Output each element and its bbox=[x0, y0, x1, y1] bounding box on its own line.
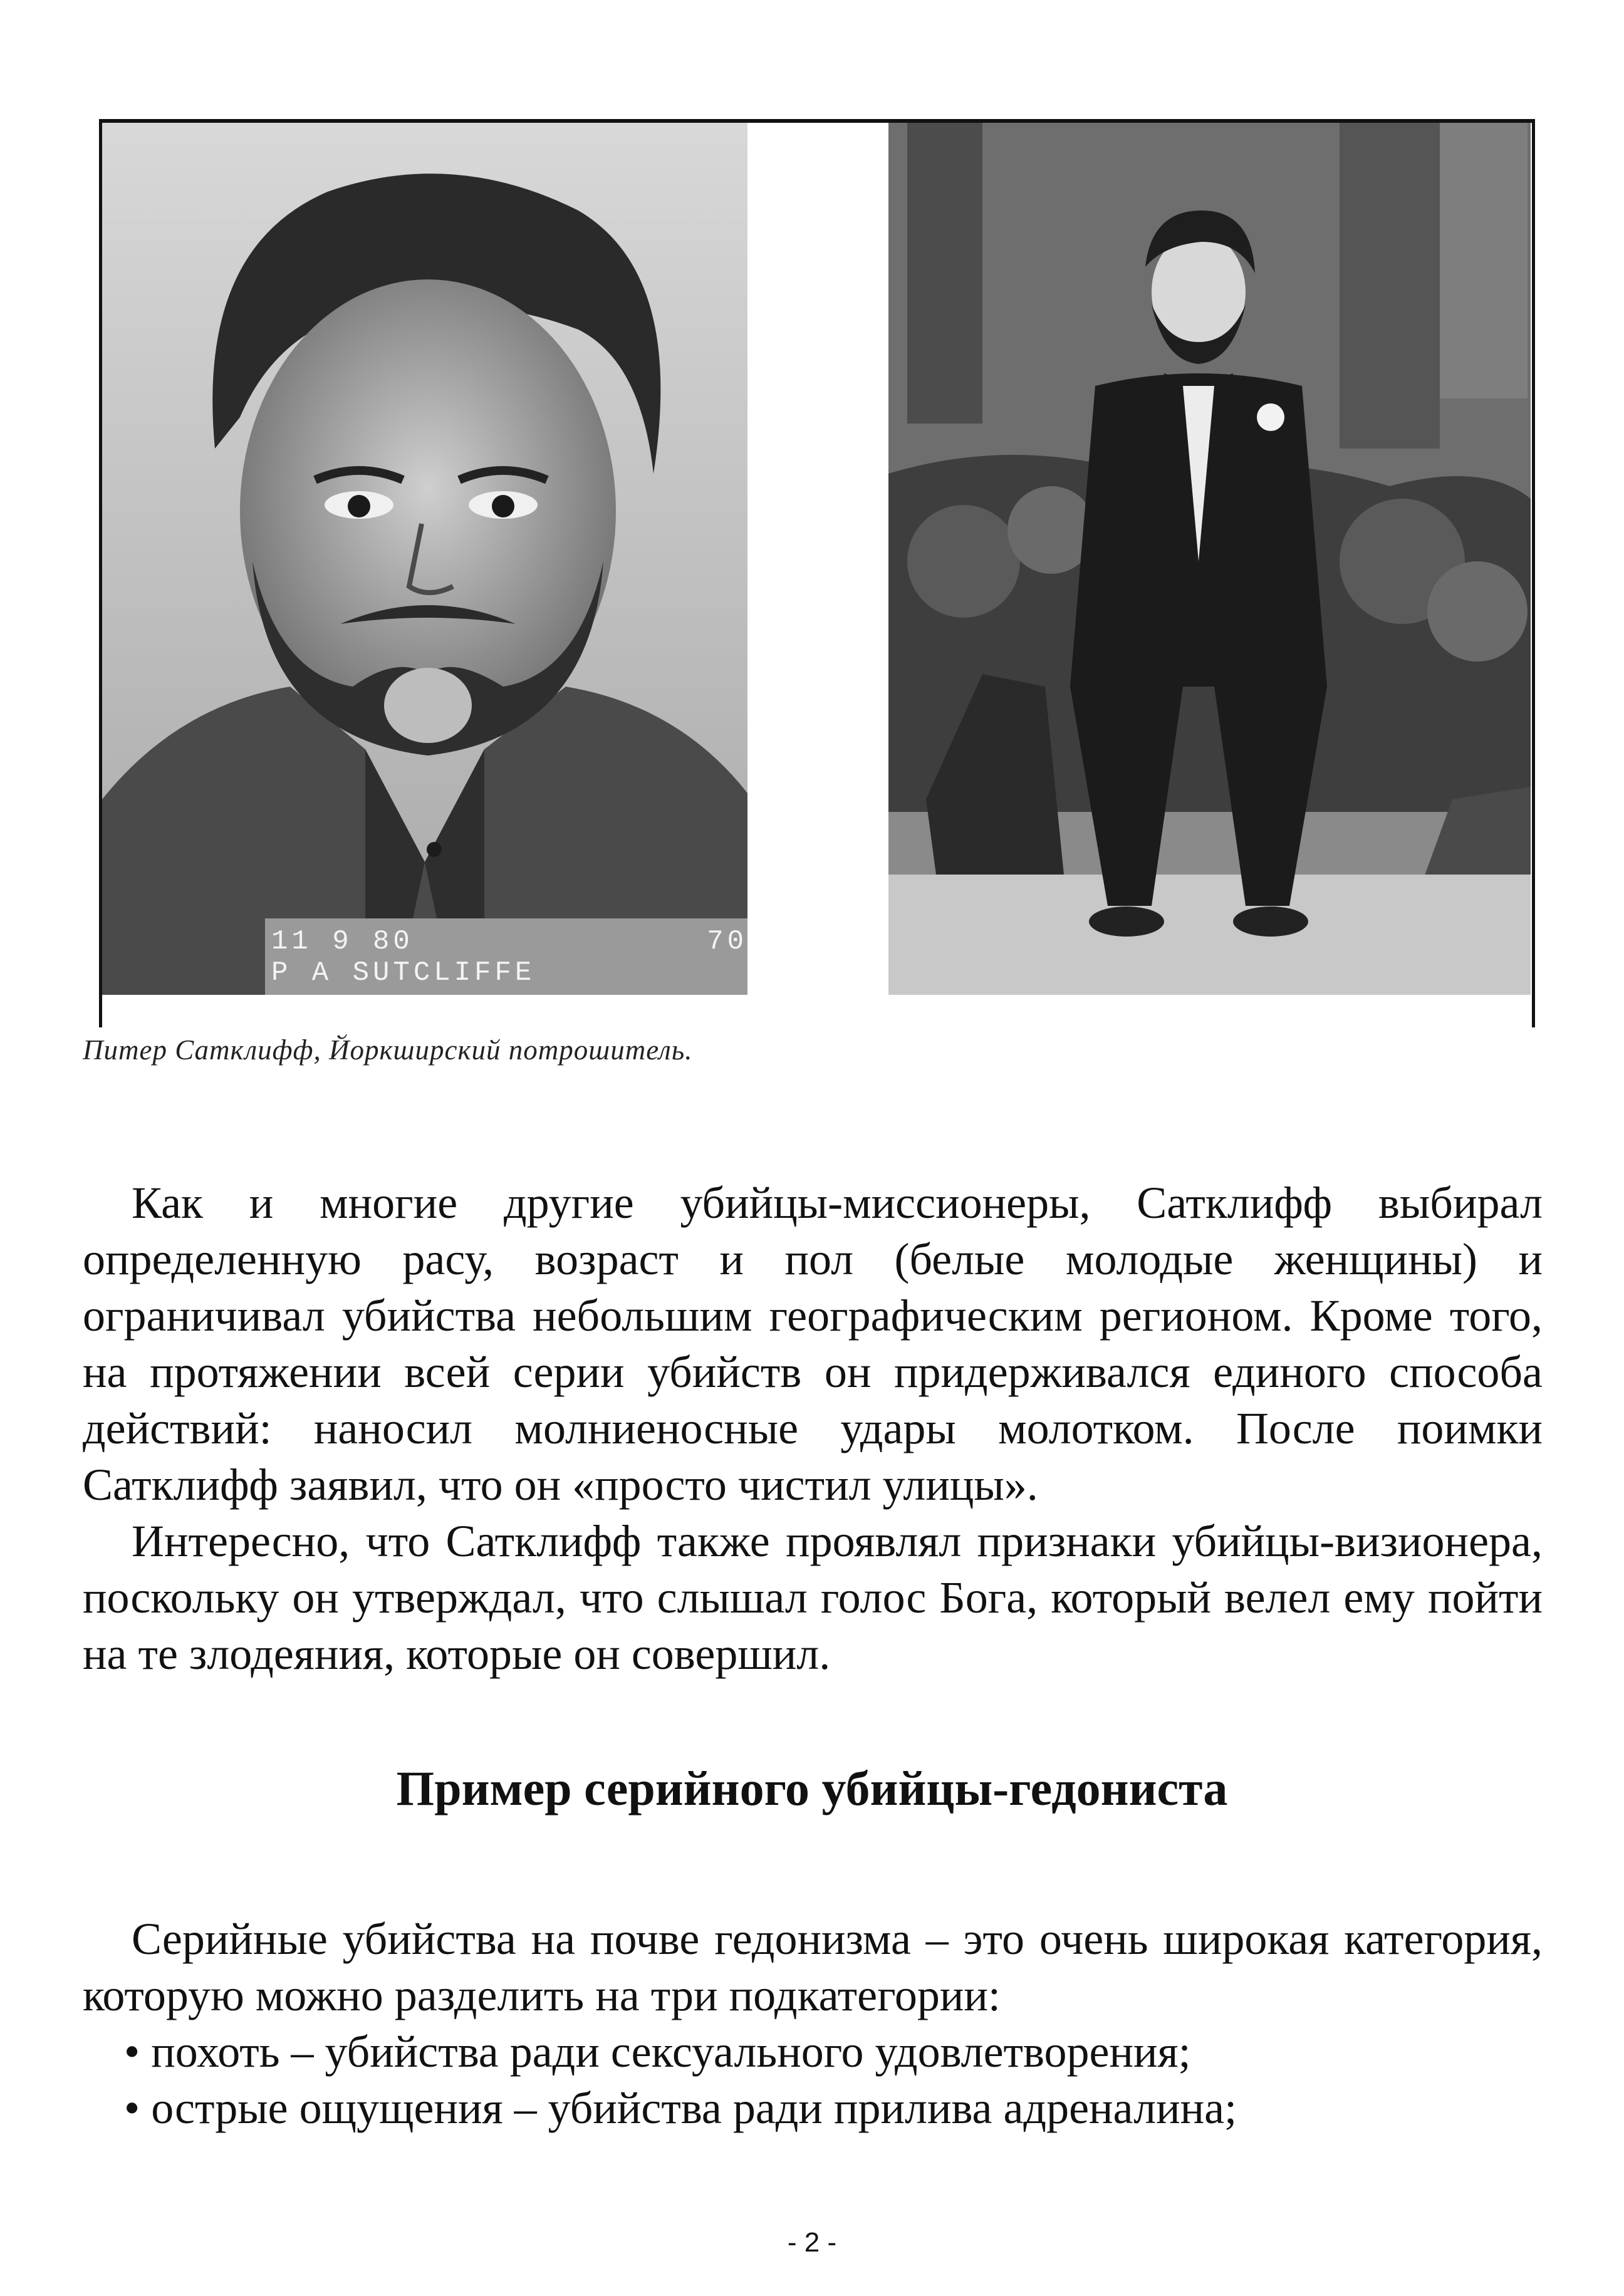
figure-right-rule bbox=[1532, 119, 1535, 1027]
page-number: - 2 - bbox=[787, 2227, 837, 2258]
section-heading: Пример серийного убийцы-гедониста bbox=[396, 1761, 1228, 1816]
plate-line-2: P A SUTCLIFFE bbox=[271, 957, 536, 989]
plate-line-1-right: 70 bbox=[707, 926, 747, 957]
portrait-illustration bbox=[888, 123, 1531, 995]
plate-line-1: 11 9 80 bbox=[271, 926, 414, 957]
paragraph-3: Серийные убийства на почве гедонизма – это очень широкая категория, которую можно разделить на три подкатегории: bbox=[83, 1914, 1543, 2020]
photo-caption: Питер Сатклифф, Йоркширский потрошитель. bbox=[83, 1034, 693, 1066]
list-item: • похоть – убийства ради сексуального удовлетворения; bbox=[124, 2027, 1191, 2077]
paragraph-2: Интересно, что Сатклифф также проявлял признаки убийцы-визионера, поскольку он утверждал, что слышал голос Бога, который велел ему пойти на те злодеяния, которые он совершил. bbox=[83, 1516, 1543, 1679]
photo-figure bbox=[99, 119, 1535, 1027]
paragraph-1: Как и многие другие убийцы-миссионеры, Сатклифф выбирал определенную расу, возраст и пол (белые молодые женщины) и ограничивал убийства небольшим географическим регионом. Кроме того, на протяжении всей серии убийств он придерживался единого способа действий: наносил молниеносные удары молотком. После поимки Сатклифф заявил, что он «просто чистил улицы». bbox=[83, 1178, 1543, 1510]
portrait-photo bbox=[888, 123, 1531, 995]
mugshot-photo bbox=[102, 123, 747, 995]
list-item: • острые ощущения – убийства ради прилива адреналина; bbox=[124, 2083, 1237, 2133]
mugshot-illustration bbox=[102, 123, 747, 995]
mugshot-plate bbox=[271, 926, 747, 989]
bullet-list bbox=[124, 2023, 1540, 2136]
